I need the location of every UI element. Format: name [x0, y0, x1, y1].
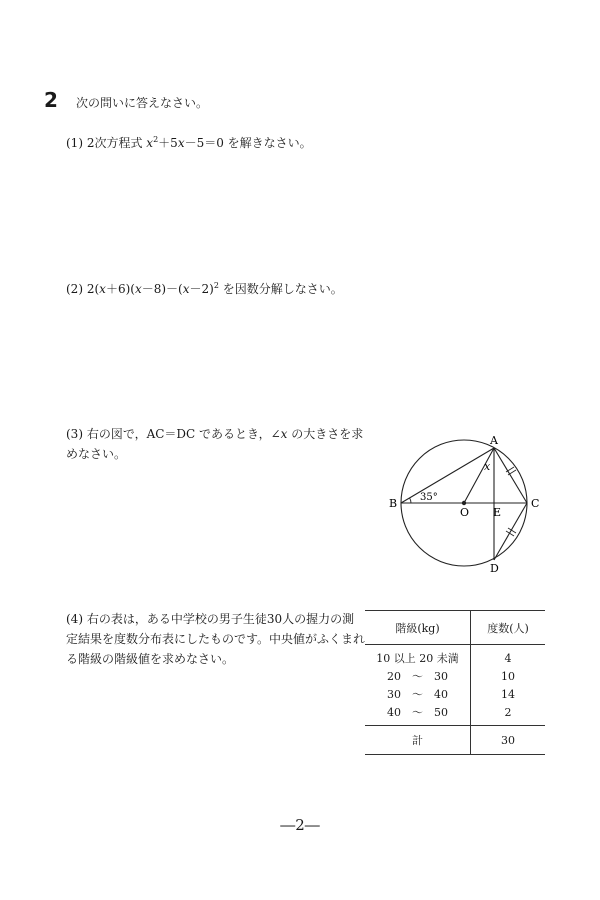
question-instruction: 次の問いに答えなさい。: [76, 96, 209, 110]
problem-1-var-x: x: [146, 136, 154, 150]
circle-figure: [380, 420, 560, 580]
problem-2-exponent: 2: [213, 281, 219, 290]
angle-label-35: 35°: [420, 492, 438, 503]
problem-3-post: の大きさを求めなさい。: [66, 427, 364, 461]
problem-3-var-x: x: [280, 427, 288, 441]
label-b: B: [389, 497, 398, 510]
label-a: A: [490, 434, 498, 447]
label-d: D: [490, 562, 499, 575]
segment-ac: [494, 448, 527, 503]
problem-2-label: (2): [66, 282, 83, 296]
table-header-row: [365, 611, 545, 645]
problem-4: [66, 609, 366, 669]
problem-2-c: －2): [189, 282, 214, 296]
table-total-row: [365, 726, 545, 755]
frequency-cell: 2: [504, 705, 512, 719]
class-cell: 40 ～ 50: [365, 703, 471, 726]
frequency-cell: 4: [504, 651, 512, 665]
class-cell: 10 以上 20 未満: [365, 645, 471, 668]
problem-2: [66, 276, 343, 299]
angle-arc-b: [410, 498, 411, 503]
problem-2-var-x3: x: [182, 282, 190, 296]
segment-ab: [401, 448, 494, 503]
equal-tick-ac: [506, 467, 516, 475]
table-row: [365, 685, 545, 703]
label-e: E: [493, 506, 502, 519]
problem-1-label: (1): [66, 136, 83, 150]
problem-1-exponent: 2: [153, 135, 159, 144]
problem-3-label: (3): [66, 427, 83, 441]
problem-3-pre: 右の図で，AC＝DC であるとき，∠: [86, 427, 281, 441]
problem-4-text: 右の表は，ある中学校の男子生徒30人の握力の測定結果を度数分布表にしたものです。中央値がふくまれる階級の階級値を求めなさい。: [66, 612, 366, 666]
header-class: 階級(kg): [365, 611, 471, 645]
table-row: [365, 645, 545, 668]
question-number: 2: [44, 88, 58, 112]
frequency-cell: 10: [501, 669, 515, 683]
class-cell: 30 ～ 40: [365, 685, 471, 703]
equal-tick-dc: [506, 528, 516, 536]
problem-2-b: －8)－(: [141, 282, 183, 296]
header-frequency: 度数(人): [471, 611, 546, 645]
problem-1-mid: ＋5: [158, 136, 178, 150]
problem-1-post: －5＝0 を解きなさい。: [184, 136, 312, 150]
problem-2-post: を因数分解しなさい。: [218, 282, 343, 296]
problem-2-var-x1: x: [99, 282, 106, 296]
table-row: [365, 703, 545, 726]
problem-2-a: ＋6)(: [105, 282, 135, 296]
total-value: 30: [471, 726, 546, 755]
center-point: [462, 501, 466, 505]
problem-1-pre: 2次方程式: [86, 136, 143, 150]
frequency-table: [365, 610, 545, 755]
problem-3: [66, 424, 366, 464]
class-cell: 20 ～ 30: [365, 667, 471, 685]
page-number: ―2―: [280, 816, 320, 834]
problem-1-var-x2: x: [177, 136, 185, 150]
problem-2-pre: 2(: [86, 282, 100, 296]
problem-4-label: (4): [66, 612, 83, 626]
label-c: C: [531, 497, 540, 510]
label-o: O: [460, 506, 470, 519]
angle-label-x: x: [484, 460, 491, 473]
problem-2-var-x2: x: [134, 282, 142, 296]
table-row: [365, 667, 545, 685]
frequency-cell: 14: [501, 687, 515, 701]
problem-1: [66, 130, 312, 153]
total-label: 計: [365, 726, 471, 755]
